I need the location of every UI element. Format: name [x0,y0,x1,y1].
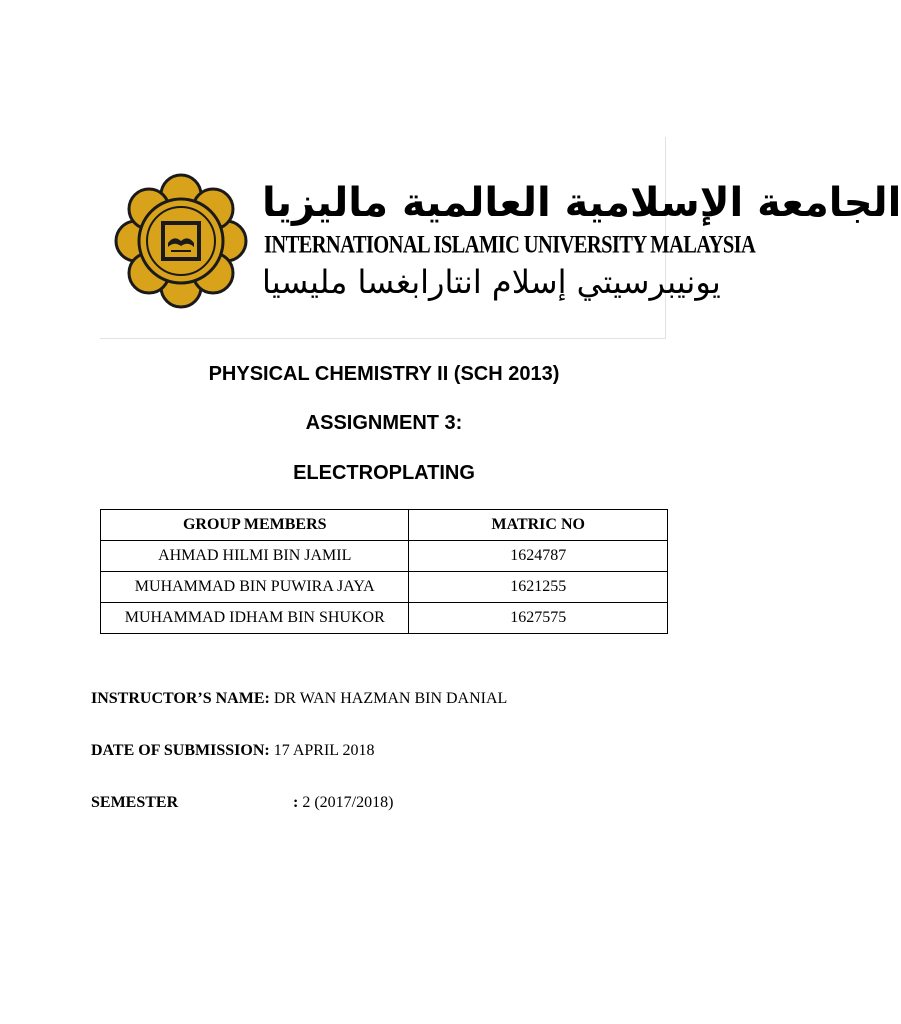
semester-value-line [293,794,393,812]
table-row [101,541,668,572]
header-matric-no: MATRIC NO [409,510,668,541]
semester-colon: : [293,794,299,811]
header-group-members: GROUP MEMBERS [101,510,409,541]
member-name: AHMAD HILMI BIN JAMIL [101,541,409,572]
member-matric: 1621255 [409,572,668,603]
university-logo [100,137,901,339]
assignment-title: ASSIGNMENT 3: [305,412,463,434]
table-row [101,603,668,634]
submission-date-line [91,742,374,760]
table-header-row [101,510,668,541]
group-members-table [100,509,668,634]
submission-date-value: 17 APRIL 2018 [273,742,375,759]
iium-emblem-icon [116,171,246,311]
semester-line [91,794,178,812]
course-title: PHYSICAL CHEMISTRY II (SCH 2013) [208,363,560,385]
instructor-label: INSTRUCTOR’S NAME: [91,690,270,707]
logo-arabic-name: الجامعة الإسلامية العالمية ماليزيا [262,180,901,226]
semester-label: SEMESTER [91,794,179,811]
member-matric: 1627575 [409,603,668,634]
topic-title: ELECTROPLATING [293,462,475,484]
instructor-value: DR WAN HAZMAN BIN DANIAL [273,690,508,707]
semester-value: 2 (2017/2018) [302,794,394,811]
logo-jawi-name: يونيبرسيتي إسلام انتارابغسا مليسيا [262,263,721,301]
member-name: MUHAMMAD BIN PUWIRA JAYA [101,572,409,603]
member-matric: 1624787 [409,541,668,572]
member-name: MUHAMMAD IDHAM BIN SHUKOR [101,603,409,634]
table-row [101,572,668,603]
logo-english-name: INTERNATIONAL ISLAMIC UNIVERSITY MALAYSIA [264,231,756,259]
instructor-line [91,690,507,708]
submission-date-label: DATE OF SUBMISSION: [91,742,270,759]
